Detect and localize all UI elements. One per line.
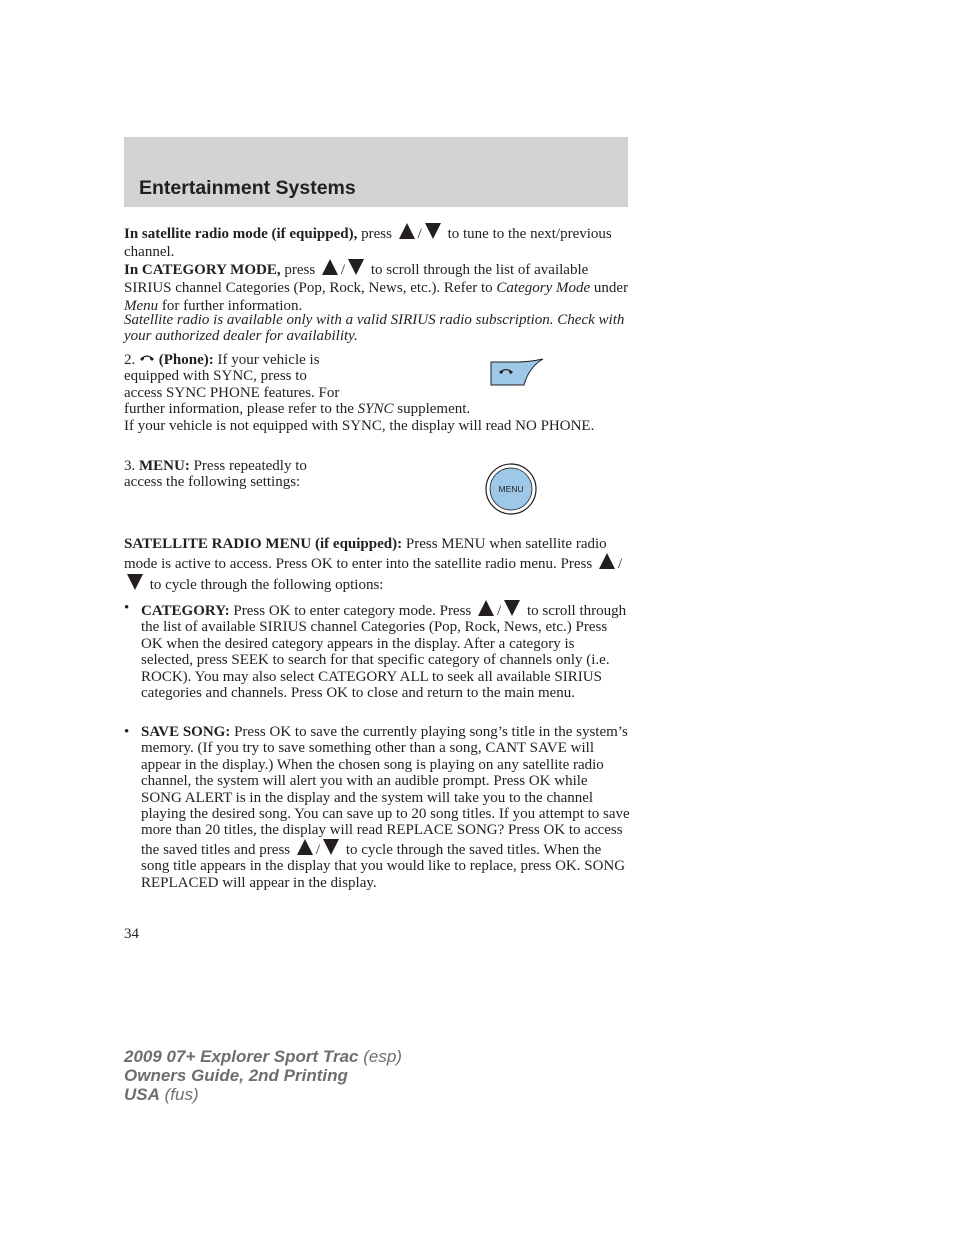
menu-item-label: MENU:	[139, 458, 190, 474]
menu-item-line1: Press repeatedly to	[189, 458, 307, 474]
sat-menu-text2: to cycle through the following options:	[146, 576, 384, 593]
down-arrow-icon	[425, 223, 441, 239]
sat-menu-text1: Press MENU when satellite radio mode is active to access. Press OK to enter into the satellite radio menu. Press	[124, 536, 607, 573]
menu-item-line2: access the following settings:	[124, 474, 301, 491]
footer-model: 2009 07+ Explorer Sport Trac	[124, 1047, 359, 1066]
slash: /	[315, 841, 321, 858]
category-text1: Press OK to enter category mode. Press	[229, 603, 476, 619]
sat-mode-tail: to tune to the next/previous channel.	[124, 226, 612, 260]
sync-ref: SYNC	[357, 401, 394, 418]
phone-item-number: 2.	[124, 352, 139, 368]
footer	[124, 1047, 402, 1104]
phone-item-line4-end: supplement.	[393, 401, 471, 418]
slash: /	[497, 603, 502, 619]
up-arrow-icon	[399, 223, 415, 239]
category-mode-lead: In CATEGORY MODE,	[124, 262, 281, 278]
phone-item-label: (Phone):	[158, 352, 214, 368]
bullet-mark: •	[124, 724, 130, 740]
category-mode-press: press	[280, 262, 319, 278]
phone-item-line3: access SYNC PHONE features. For	[124, 384, 340, 401]
slash: /	[340, 262, 346, 278]
subscription-note: Satellite radio is available only with a valid SIRIUS radio subscription. Check with your authorized dealer for availability.	[124, 312, 625, 345]
phone-item-line1: If your vehicle is	[213, 352, 320, 368]
up-arrow-icon	[322, 259, 338, 275]
footer-edition: Owners Guide, 2nd Printing	[124, 1066, 348, 1085]
category-mode-tail: to scroll through the list of available SIRIUS channel Categories (Pop, Rock, News, etc.). Refer to	[124, 262, 589, 296]
up-arrow-icon	[599, 553, 615, 569]
section-title: Entertainment Systems	[139, 177, 356, 199]
menu-item	[124, 458, 630, 491]
menu-button-graphic	[484, 462, 538, 516]
phone-icon	[139, 353, 155, 363]
phone-item	[124, 352, 630, 434]
slash: /	[417, 226, 422, 242]
list-item-category	[141, 600, 630, 701]
footer-model-code: (esp)	[358, 1047, 402, 1066]
sat-menu-paragraph	[124, 536, 630, 594]
menu-item-number: 3.	[124, 458, 139, 474]
category-mode-paragraph	[124, 259, 630, 315]
sat-mode-press: press	[357, 226, 396, 242]
page-number: 34	[124, 926, 139, 942]
sat-menu-lead: SATELLITE RADIO MENU (if equipped):	[124, 536, 403, 552]
down-arrow-icon	[348, 259, 364, 275]
sat-mode-lead: In satellite radio mode (if equipped),	[124, 226, 358, 242]
category-label: CATEGORY:	[141, 603, 230, 619]
footer-market-code: (fus)	[159, 1085, 199, 1104]
phone-item-line2: equipped with SYNC, press to	[124, 368, 307, 385]
menu-button-label: MENU	[498, 484, 524, 494]
down-arrow-icon	[127, 574, 143, 590]
up-arrow-icon	[297, 839, 313, 855]
category-mode-under: under	[590, 280, 629, 296]
save-song-label: SAVE SONG:	[141, 724, 231, 740]
menu-ref: Menu	[124, 298, 159, 314]
slash: /	[617, 556, 623, 573]
phone-item-line4: further information, please refer to the	[124, 401, 358, 418]
phone-item-line5: If your vehicle is not equipped with SYNC, the display will read NO PHONE.	[124, 417, 595, 434]
down-arrow-icon	[504, 600, 520, 616]
up-arrow-icon	[478, 600, 494, 616]
category-mode-ref: Category Mode	[496, 280, 591, 296]
save-song-text1: Press OK to save the currently playing song’s title in the system’s memory. (If you try to save something other than a song, CANT SAVE will appear in the display.) When the chosen song is playing on any satellite radio channel, the system will alert you with an audible prompt. Press OK while SONG ALERT is in the display and the system will take you to the channel playing the desired song. You can save up to 20 song titles. If you attempt to save more than 20 titles, the display will read REPLACE SONG? Press OK to access the saved titles and press	[141, 724, 630, 858]
category-mode-end: for further information.	[158, 298, 303, 314]
category-text2: to scroll through the list of available SIRIUS channel Categories (Pop, Rock, News, etc.) Press OK when the desired category appears in the display. After a category is selected, press SEEK to search for that specific category of channels only (i.e. ROCK). You may also select CATEGORY ALL to seek all available SIRIUS categories and channels. Press OK to close and return to the main menu.	[141, 603, 627, 702]
down-arrow-icon	[323, 839, 339, 855]
phone-button-graphic	[489, 357, 545, 387]
list-item-save-song	[141, 724, 630, 891]
bullet-mark: •	[124, 600, 130, 616]
footer-market: USA	[124, 1085, 160, 1104]
save-song-text2: to cycle through the saved titles. When the song title appears in the display that you would like to replace, press OK. SONG REPLACED will appear in the display.	[141, 841, 626, 891]
sat-mode-paragraph	[124, 223, 630, 261]
section-header-band	[124, 137, 628, 207]
